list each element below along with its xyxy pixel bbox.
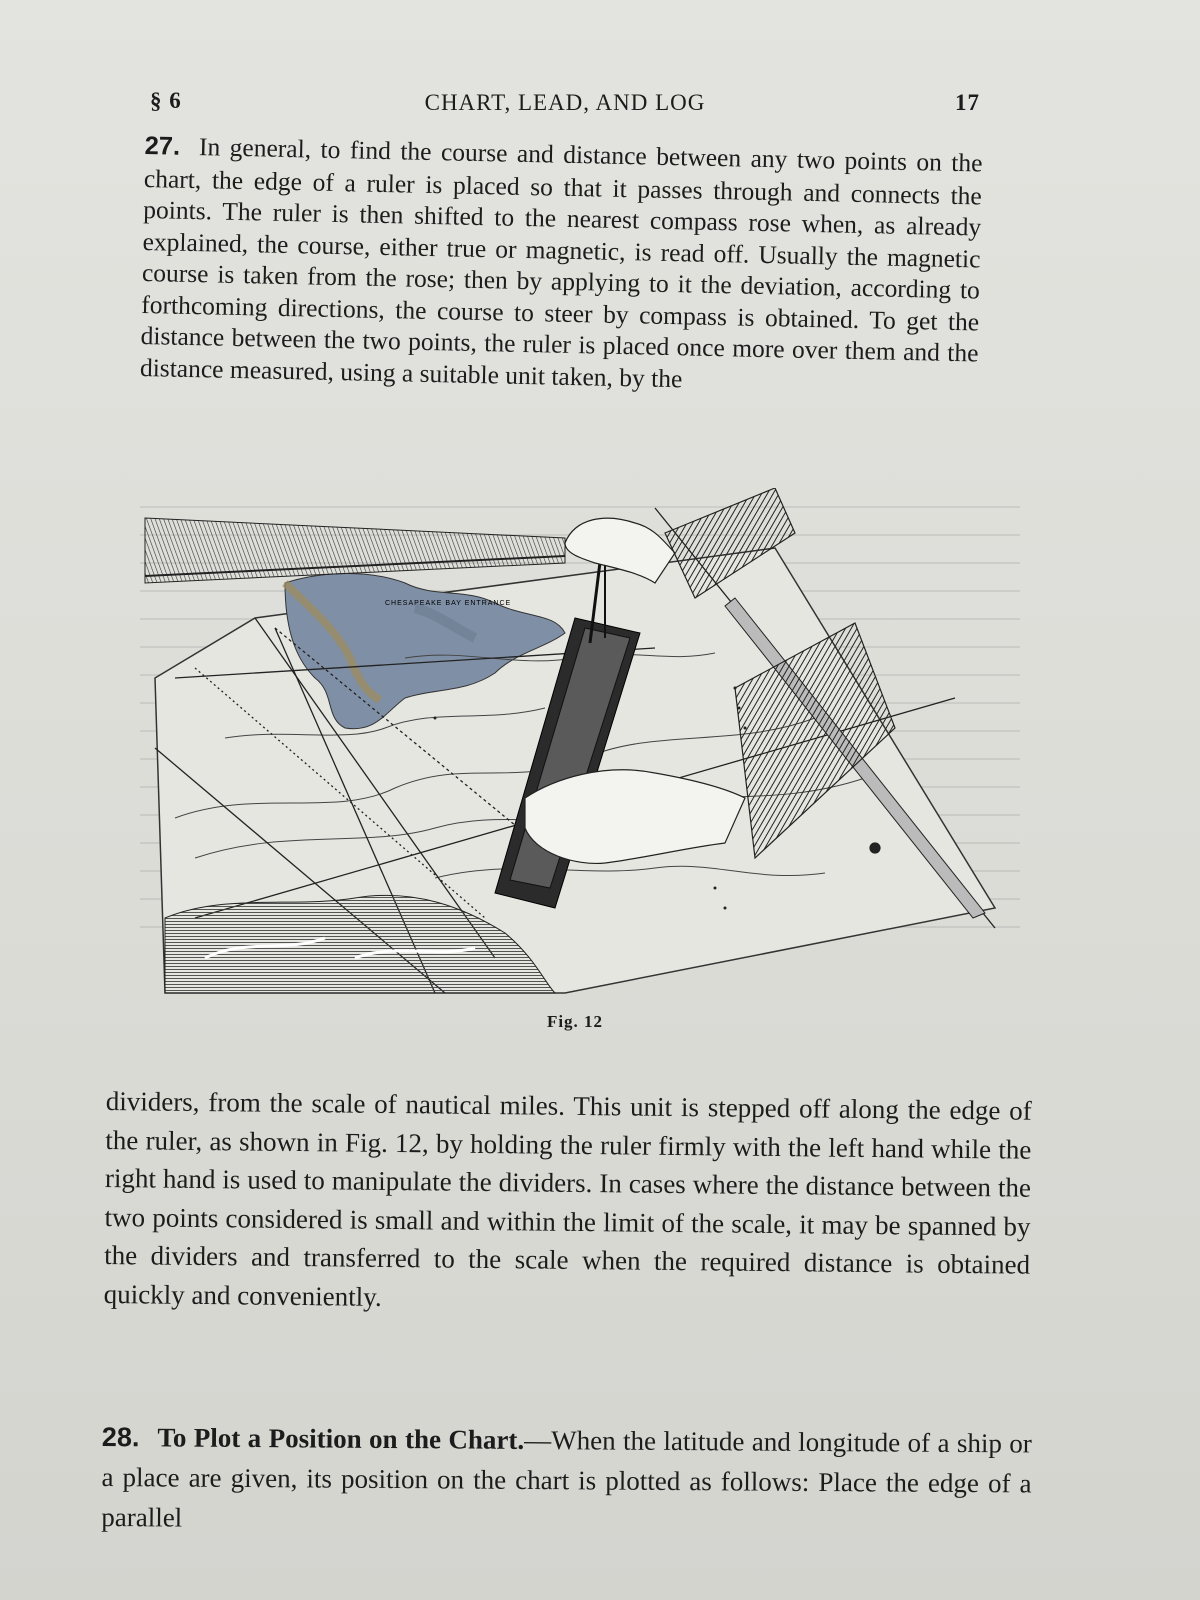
paragraph-text: In general, to find the course and distance between any two points on the chart, the edge of a ruler is placed so that it passes through and connects the points. The ruler is then shifted to the nearest compass rose when, as already explained, the course, either true or magnetic, is read off. Usually the magnetic course is taken from the rose; then by applying to it the deviation, according to forthcoming directions, the course to steer by compass is obtained. To get the distance between the two points, the ruler is placed once more over them and the distance measured, using a suitable unit taken, by the xyxy=(139,132,983,393)
figure-caption: Fig. 12 xyxy=(546,1012,604,1031)
chart-measurement-illustration xyxy=(135,488,1015,1028)
paragraph-28 xyxy=(101,1417,1032,1543)
running-header xyxy=(150,88,980,124)
figure-12 xyxy=(135,488,1015,1031)
paragraph-27-continued: dividers, from the scale of nautical miles. This unit is stepped off along the edge of the ruler, as shown in Fig. 12, by holding the ruler firmly with the left hand while the right hand is used to manipulate the dividers. In cases where the distance between the two points considered is small and within the limit of the scale, it may be spanned by the dividers and transferred to the scale when the required distance is obtained quickly and conveniently. xyxy=(103,1085,1032,1312)
running-title: CHART, LEAD, AND LOG xyxy=(424,90,706,115)
section-number: § 6 xyxy=(150,88,182,113)
paragraph-27 xyxy=(140,130,983,400)
page-number: 17 xyxy=(955,90,980,115)
paragraph-number: 27. xyxy=(144,131,181,161)
paragraph-number: 28. xyxy=(101,1421,140,1453)
paragraph-heading: To Plot a Position on the Chart. xyxy=(157,1422,525,1455)
chart-title-label: CHESAPEAKE BAY ENTRANCE xyxy=(385,600,512,607)
paragraph-text: —When the latitude and longitude of a ship or a place are given, its position on the chart is plotted as follows: Place the edge of a parallel xyxy=(101,1424,1032,1533)
